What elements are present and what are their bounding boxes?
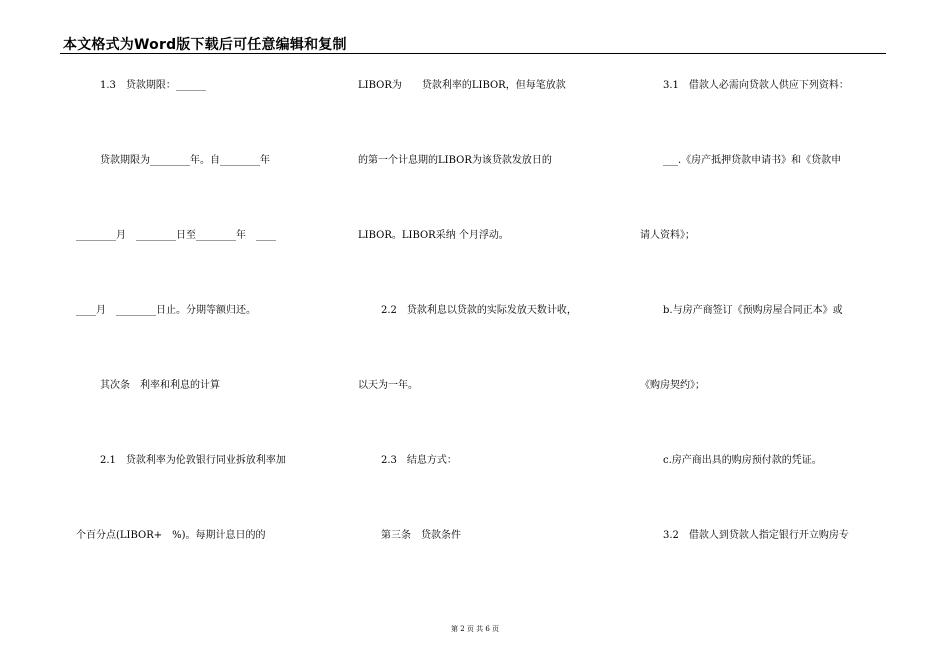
middle-line-6: 2.3 结息方式：: [381, 455, 457, 466]
left-line-4: ____月 ________日止。分期等额归还。: [76, 305, 256, 316]
left-line-1: 1.3 贷款期限：______: [100, 80, 206, 91]
left-line-2: 贷款期限为________年。自________年: [100, 155, 270, 166]
right-line-3: 请人资料》；: [640, 230, 695, 241]
middle-line-7: 第三条 贷款条件: [381, 530, 461, 541]
middle-line-2: 的第一个计息期的LIBOR为该贷款发放日的: [358, 155, 552, 166]
middle-line-1: LIBOR为 贷款利率的LIBOR，但每笔放款: [358, 80, 566, 91]
left-line-7: 个百分点(LIBOR+ %)。每期计息日的的: [76, 530, 266, 541]
left-line-6: 2.1 贷款利率为伦敦银行同业拆放利率加: [100, 455, 286, 466]
right-line-4: b.与房产商签订《预购房屋合同正本》或: [663, 305, 843, 316]
right-line-5: 《购房契约》；: [640, 380, 705, 391]
middle-line-3: LIBOR。LIBOR采纳 个月浮动。: [358, 230, 509, 241]
document-header-title: 本文格式为Word版下载后可任意编辑和复制: [63, 37, 347, 53]
middle-line-5: 以天为一年。: [358, 380, 418, 391]
right-line-6: c.房产商出具的购房预付款的凭证。: [663, 455, 822, 466]
header-divider: [60, 53, 886, 54]
right-line-2: ___.《房产抵押贷款申请书》和《贷款申: [663, 155, 842, 166]
left-line-3: ________月 ________日至________年 ____: [76, 230, 276, 241]
right-line-7: 3.2 借款人到贷款人指定银行开立购房专: [663, 530, 849, 541]
page-number-footer: 第 2 页 共 6 页: [450, 625, 500, 633]
middle-line-4: 2.2 贷款利息以贷款的实际发放天数计收，: [381, 305, 577, 316]
left-line-5: 其次条 利率和利息的计算: [100, 380, 220, 391]
right-line-1: 3.1 借款人必需向贷款人供应下列资料：: [663, 80, 849, 91]
